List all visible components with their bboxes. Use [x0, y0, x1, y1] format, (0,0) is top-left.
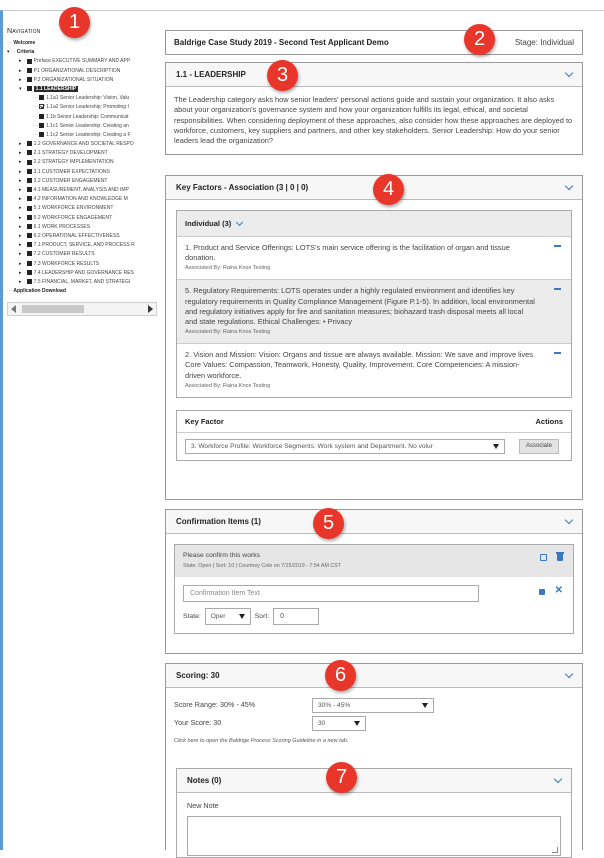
- sort-label: Sort:: [254, 613, 270, 620]
- nav-root-item[interactable]: [7, 287, 157, 296]
- case-header-bar: [165, 30, 583, 55]
- callout-badge: 6: [325, 660, 356, 691]
- nav-item-label: 6.1 WORK PROCESSES: [33, 223, 91, 230]
- state-sort-row: [183, 608, 565, 625]
- nav-item-label: P1 ORGANIZATIONAL DESCRIPTION: [33, 67, 121, 74]
- collapse-arrow-icon[interactable]: ▾: [19, 85, 22, 92]
- score-range-select[interactable]: [312, 698, 434, 713]
- leadership-header[interactable]: [166, 63, 582, 87]
- folder-icon: [27, 187, 32, 192]
- folder-icon: [27, 251, 32, 256]
- key-factor-item: [177, 237, 571, 280]
- nav-item-label: 7.2 CUSTOMER RESULTS: [33, 251, 95, 258]
- nav-list: [7, 39, 157, 296]
- nav-item-label: Preface EXECUTIVE SUMMARY AND APP: [33, 58, 131, 65]
- scrollbar-thumb[interactable]: [22, 305, 84, 313]
- score-select[interactable]: [312, 716, 366, 731]
- associated-by: Associated By: Raina Knox Testing: [185, 382, 271, 389]
- callout-badge: 5: [313, 508, 344, 539]
- confirmation-title: Confirmation Items (1): [176, 517, 261, 526]
- nav-item-label: 1.1 LEADERSHIP: [35, 85, 77, 92]
- confirmation-header[interactable]: [166, 510, 582, 534]
- tree-line-icon: ···: [7, 288, 12, 295]
- confirmation-edit-form: [175, 577, 573, 633]
- nav-subitem[interactable]: ··· 1.1c2 Senior Leadership: Creating a F: [33, 131, 131, 138]
- scoring-title: Scoring: 30: [176, 671, 220, 680]
- tree-line-icon: ···: [7, 40, 12, 46]
- key-factor-item: [177, 280, 571, 344]
- chevron-down-icon[interactable]: [565, 182, 573, 190]
- expand-arrow-icon[interactable]: ▸: [19, 159, 22, 166]
- dropdown-arrow-icon: [493, 444, 499, 449]
- dropdown-arrow-icon: [239, 614, 245, 619]
- navigation-tree: [7, 28, 157, 316]
- expand-arrow-icon[interactable]: ▸: [19, 223, 22, 230]
- dropdown-arrow-icon: [422, 703, 428, 708]
- stage-label: Stage: Individual: [514, 38, 574, 47]
- expand-arrow-icon[interactable]: ▸: [19, 205, 22, 212]
- dropdown-arrow-icon: [354, 721, 360, 726]
- chevron-down-icon[interactable]: [236, 218, 243, 225]
- folder-icon: [27, 233, 32, 238]
- expand-arrow-icon[interactable]: ▸: [19, 260, 22, 267]
- key-factor-text: 5. Regulatory Requirements: LOTS operates under a highly regulated environment and identifies key regulatory requirements in Quality Compliance Management (Figure P.1-5). In addition, local environmental and regulatory initiatives apply for fire and sanitation measures; biohazard trash disposal meets all local and state regulations. Ethical Challenges: • Privacy: [185, 286, 535, 327]
- scoring-body: [166, 688, 582, 768]
- nav-title: Navigation: [7, 28, 41, 35]
- expand-arrow-icon[interactable]: ▸: [19, 150, 22, 157]
- state-label: State:: [183, 613, 201, 620]
- item-icon: [39, 114, 44, 119]
- confirmation-text-input[interactable]: Confirmation Item Text: [183, 585, 479, 602]
- nav-item-label: 1.1a1 Senior Leadership: Vision, Valu: [46, 95, 130, 102]
- folder-icon: [27, 169, 32, 174]
- nav-item-label: 4.1 MEASUREMENT, ANALYSIS AND IMP: [33, 187, 129, 193]
- nav-item-label: 6.2 OPERATIONAL EFFECTIVENESS: [33, 232, 120, 239]
- remove-icon[interactable]: [554, 288, 561, 290]
- collapse-arrow-icon[interactable]: ▾: [7, 49, 10, 56]
- nav-item-label: 1.1a2 Senior Leadership: Promoting I: [46, 104, 129, 111]
- expand-arrow-icon[interactable]: ▸: [19, 76, 22, 83]
- key-factor-table: [176, 410, 572, 461]
- nav-item-label: 3.2 CUSTOMER ENGAGEMENT: [33, 177, 108, 184]
- callout-badge: 3: [267, 60, 298, 91]
- expand-arrow-icon[interactable]: ▸: [19, 67, 22, 74]
- folder-icon: [27, 178, 32, 183]
- nav-root-item[interactable]: ▾ ·· Criteria: [7, 48, 157, 57]
- state-select-value: Oper: [210, 613, 226, 620]
- nav-root-item[interactable]: [7, 39, 157, 48]
- key-factor-column-header: Key Factor: [185, 416, 224, 426]
- confirmation-item-text: Please confirm this works: [183, 552, 261, 559]
- key-factor-table-header: [177, 411, 571, 433]
- expand-arrow-icon[interactable]: ▸: [19, 177, 22, 184]
- edit-icon[interactable]: [540, 554, 547, 561]
- checkbox-checked-icon[interactable]: [39, 104, 44, 109]
- nav-item-label: 1.1c2 Senior Leadership: Creating a F: [46, 131, 131, 138]
- chevron-down-icon[interactable]: [554, 775, 562, 783]
- nav-item-label: Application Download: [13, 288, 66, 295]
- nav-subitem[interactable]: ··· 1.1c1 Senior Leadership: Creating an: [33, 122, 129, 129]
- save-icon[interactable]: [539, 589, 545, 595]
- folder-icon: [27, 224, 32, 229]
- state-select[interactable]: [205, 608, 251, 625]
- leadership-title: 1.1 - LEADERSHIP: [176, 70, 246, 79]
- notes-header[interactable]: [177, 769, 571, 793]
- remove-icon[interactable]: [554, 352, 561, 354]
- nav-category-item[interactable]: ▸ · 6.1 WORK PROCESSES: [7, 223, 157, 232]
- individual-group-label: Individual (3): [185, 219, 232, 228]
- individual-group: [176, 210, 572, 398]
- score-range-label: Score Range: 30% - 45%: [174, 700, 256, 709]
- nav-item-label: 7.1 PRODUCT, SERVICE, AND PROCESS R: [33, 242, 135, 249]
- folder-icon: [27, 261, 32, 266]
- nav-item-label: 7.3 WORKFORCE RESULTS: [33, 260, 100, 267]
- scoring-guideline-link[interactable]: Click here to open the Baldrige Process Scoring Guideline in a new tab.: [174, 738, 349, 744]
- associated-by: Associated By: Raina Knox Testing: [185, 329, 271, 336]
- leadership-description: The Leadership category asks how senior leaders' personal actions guide and sustain your organization. It also asks about your organization's governance system and how your organization fulfills its legal, ethical, and societal responsibilities. When considering deployment of these approaches, also consider how these approaches are deployed to workforce, customers, key suppliers and partners, and other key stakeholders. Senior Leadership: How do your senior leaders lead the organization?: [174, 95, 573, 146]
- expand-arrow-icon[interactable]: ▸: [19, 269, 22, 276]
- nav-item-label: 7.4 LEADERSHIP AND GOVERNANCE RES: [33, 269, 134, 276]
- key-factor-select-value: 3. Workforce Profile: Workforce Segments: Work system and Department. No volur: [191, 442, 433, 450]
- nav-item-label: P.2 ORGANIZATIONAL SITUATION: [33, 76, 114, 83]
- nav-category-item[interactable]: ▸ · 3.1 CUSTOMER EXPECTATIONS: [7, 168, 157, 177]
- callout-badge: 7: [326, 762, 357, 793]
- nav-item-label: 7.5 FINANCIAL, MARKET, AND STRATEGI: [33, 278, 131, 285]
- score-range-value: 30% - 45%: [318, 702, 351, 709]
- callout-badge: 2: [464, 24, 495, 55]
- individual-group-header[interactable]: [177, 211, 571, 237]
- expand-arrow-icon[interactable]: ▸: [19, 196, 22, 203]
- scoring-panel: [165, 663, 583, 850]
- nav-category-item[interactable]: ▸ · 7.3 WORKFORCE RESULTS: [7, 260, 157, 269]
- expand-arrow-icon[interactable]: ▸: [19, 232, 22, 239]
- nav-category-item[interactable]: ▸ · 7.1 PRODUCT, SERVICE, AND PROCESS R: [7, 241, 157, 250]
- nav-category-item[interactable]: ▸ · 5.2 WORKFORCE ENGAGEMENT: [7, 214, 157, 223]
- nav-category-item[interactable]: ▸ · 4.1 MEASUREMENT, ANALYSIS AND IMP: [7, 186, 157, 195]
- nav-category-item[interactable]: ▸ · Preface EXECUTIVE SUMMARY AND APP: [7, 57, 157, 66]
- your-score-label: Your Score: 30: [174, 718, 222, 727]
- key-factor-table-row: [177, 433, 571, 460]
- nav-item-label: 1.1c1 Senior Leadership: Creating an: [46, 122, 129, 129]
- new-note-textarea[interactable]: [187, 816, 561, 856]
- notes-title: Notes (0): [187, 776, 222, 785]
- nav-category-item[interactable]: ▸ · 2.1 STRATEGY DEVELOPMENT: [7, 149, 157, 158]
- folder-icon: [27, 279, 32, 284]
- nav-item-label: 1.2 GOVERNANCE AND SOCIETAL RESPO: [33, 141, 134, 148]
- nav-category-item[interactable]: ▸ · 7.5 FINANCIAL, MARKET, AND STRATEGI: [7, 278, 157, 287]
- associated-by: Associated By: Raina Knox Testing: [185, 265, 271, 272]
- confirmation-panel: [165, 509, 583, 654]
- folder-icon: [27, 160, 32, 165]
- nav-category-item[interactable]: ▸ · 6.2 OPERATIONAL EFFECTIVENESS: [7, 232, 157, 241]
- folder-icon: [27, 86, 32, 91]
- case-title: Baldrige Case Study 2019 - Second Test Applicant Demo: [174, 38, 389, 47]
- folder-icon: [27, 206, 32, 211]
- nav-category-item[interactable]: ▸ · 4.2 INFORMATION AND KNOWLEDGE M: [7, 195, 157, 204]
- folder-icon: [27, 59, 32, 64]
- scroll-right-arrow-icon[interactable]: [148, 305, 153, 313]
- key-factor-text: 2. Vision and Mission: Vision: Organs and tissue are always available. Mission: We save and improve lives. Core Values: Compassion, Teamwork, Honesty, Quality, Improvement. Core Competencies: A mission-driven workforce.: [185, 350, 535, 380]
- item-icon: [39, 123, 44, 128]
- expand-arrow-icon[interactable]: ▸: [19, 58, 22, 65]
- key-factors-title: Key Factors - Association (3 | 0 | 0): [176, 183, 309, 192]
- nav-category-item[interactable]: ▸ · P.2 ORGANIZATIONAL SITUATION: [7, 76, 157, 85]
- nav-category-item[interactable]: ▸ · 3.2 CUSTOMER ENGAGEMENT: [7, 177, 157, 186]
- expand-arrow-icon[interactable]: ▸: [19, 242, 22, 249]
- item-icon: [39, 132, 44, 137]
- folder-icon: [27, 77, 32, 82]
- associate-button[interactable]: Associate: [519, 439, 559, 454]
- nav-item-label: 5.1 WORKFORCE ENVIRONMENT: [33, 205, 114, 212]
- expand-arrow-icon[interactable]: ▸: [19, 214, 22, 221]
- nav-category-item[interactable]: ▸ · 5.1 WORKFORCE ENVIRONMENT: [7, 204, 157, 213]
- expand-arrow-icon[interactable]: ▸: [19, 187, 22, 193]
- chevron-down-icon[interactable]: [565, 670, 573, 678]
- folder-icon: [27, 242, 32, 247]
- key-factor-select[interactable]: [185, 439, 505, 454]
- expand-arrow-icon[interactable]: ▸: [19, 168, 22, 175]
- nav-item-label: Welcome: [13, 40, 36, 46]
- expand-arrow-icon[interactable]: ▸: [19, 251, 22, 258]
- nav-category-item-selected[interactable]: ▾ · 1.1 LEADERSHIP: [7, 85, 157, 94]
- remove-icon[interactable]: [554, 245, 561, 247]
- key-factors-panel: [165, 175, 583, 500]
- folder-icon: [27, 68, 32, 73]
- folder-icon: [27, 215, 32, 220]
- confirmation-item-meta: State: Open | Sort: 10 | Courtney Cole on 7/15/2019 - 7:54 AM CST: [183, 563, 341, 569]
- expand-arrow-icon[interactable]: ▸: [19, 278, 22, 285]
- nav-item-label: 4.2 INFORMATION AND KNOWLEDGE M: [33, 196, 128, 203]
- nav-item-label: 1.1b Senior Leadership: Communicat: [46, 113, 129, 120]
- expand-arrow-icon[interactable]: ▸: [19, 141, 22, 148]
- nav-category-item[interactable]: ▸ · 1.2 GOVERNANCE AND SOCIETAL RESPO: [7, 140, 157, 149]
- trash-icon[interactable]: [557, 554, 563, 561]
- nav-item-label: 2.2 STRATEGY IMPLEMENTATION: [33, 159, 114, 166]
- nav-category-item[interactable]: ▸ · 7.4 LEADERSHIP AND GOVERNANCE RES: [7, 269, 157, 278]
- nav-item-label: 2.1 STRATEGY DEVELOPMENT: [33, 150, 108, 157]
- nav-item-label: Criteria: [16, 49, 35, 56]
- item-icon: [39, 95, 44, 100]
- nav-category-item[interactable]: ▸ · 2.2 STRATEGY IMPLEMENTATION: [7, 158, 157, 167]
- leadership-panel: [165, 62, 583, 155]
- folder-icon: [27, 270, 32, 275]
- nav-subitem[interactable]: ··· 1.1a1 Senior Leadership: Vision, Valu: [33, 95, 130, 102]
- nav-item-label: 5.2 WORKFORCE ENGAGEMENT: [33, 214, 113, 221]
- nav-horizontal-scrollbar[interactable]: [7, 302, 157, 316]
- chevron-down-icon[interactable]: [565, 69, 573, 77]
- sort-input[interactable]: 0: [273, 608, 319, 625]
- key-factor-item: [177, 344, 571, 397]
- nav-subitem[interactable]: ··· 1.1a2 Senior Leadership: Promoting I: [33, 104, 129, 111]
- new-note-label: New Note: [187, 801, 219, 810]
- nav-category-item[interactable]: ▸ · P1 ORGANIZATIONAL DESCRIPTION: [7, 67, 157, 76]
- nav-item-label: 3.1 CUSTOMER EXPECTATIONS: [33, 168, 110, 175]
- confirmation-item-display: [175, 545, 573, 577]
- confirmation-item: [174, 544, 574, 634]
- close-icon[interactable]: ✕: [554, 585, 563, 596]
- key-factor-text: 1. Product and Service Offerings: LOTS's main service offering is the facilitation of organ and tissue donation.: [185, 243, 510, 263]
- callout-badge: 1: [59, 7, 90, 38]
- score-value: 30: [318, 720, 326, 727]
- scoring-header[interactable]: [166, 664, 582, 688]
- folder-icon: [27, 196, 32, 201]
- folder-icon: [27, 150, 32, 155]
- folder-icon: [27, 141, 32, 146]
- notes-panel: [176, 768, 572, 858]
- chevron-down-icon[interactable]: [565, 516, 573, 524]
- actions-column-header: Actions: [535, 416, 563, 426]
- nav-category-item[interactable]: ▸ · 7.2 CUSTOMER RESULTS: [7, 250, 157, 259]
- nav-subitem[interactable]: ··· 1.1b Senior Leadership: Communicat: [33, 113, 129, 120]
- callout-badge: 4: [373, 174, 404, 205]
- scroll-left-arrow-icon[interactable]: [11, 305, 16, 313]
